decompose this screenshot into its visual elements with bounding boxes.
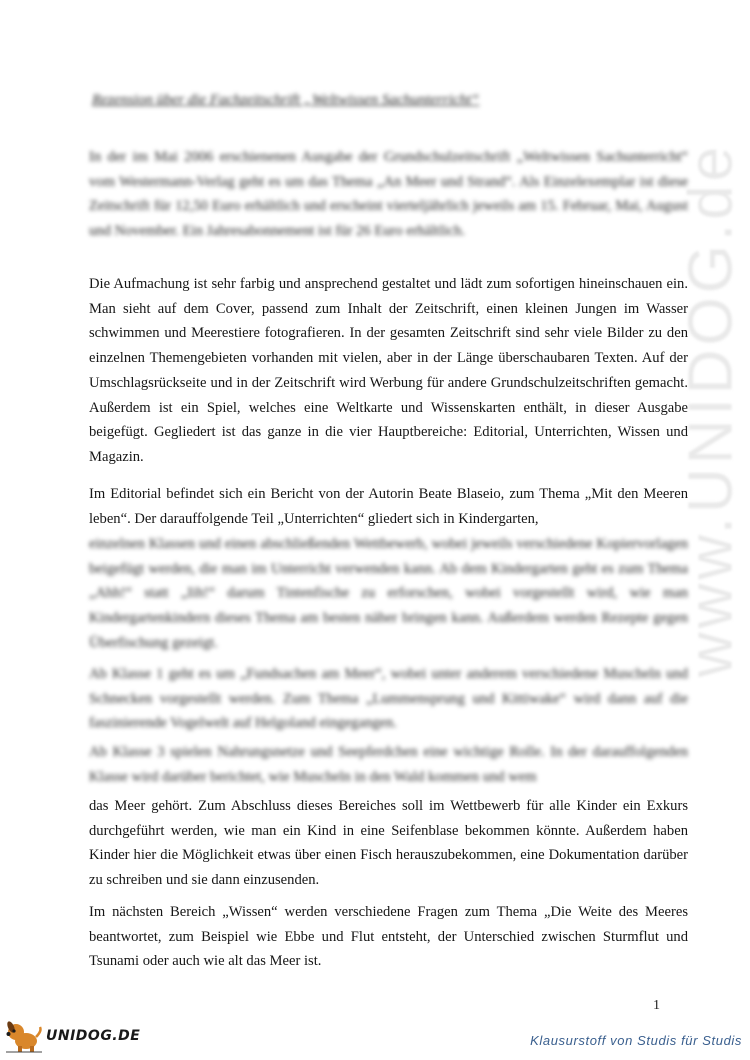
paragraph-kindergarten: einzelnen Klassen und einen abschließenden Wettbewerb, wobei jeweils verschiedene Kopiervorlagen beigefügt werden, die man im Unterricht verwenden kann. Ab dem Kindergarten geht es zum Thema „Ahh!“ statt „Iih!“ darum Tintenfische zu erforschen, wobei vorgestellt wird, wie man Kindergartenkindern dieses Thema am besten näher bringen kann. Außerdem werden Rezepte gegen Überfischung gezeigt. bbox=[89, 536, 688, 651]
document-title: Rezension über die Fachzeitschrift „Weltwissen Sachunterricht“ bbox=[92, 92, 480, 108]
paragraph-wettbewerb: das Meer gehört. Zum Abschluss dieses Bereiches soll im Wettbewerb für alle Kinder ein Exkurs durchgeführt werden, wie man ein Kind in eine Seifenblase bekommen könnte. Außerdem haben Kinder hier die Möglichkeit etwas über einen Fisch herauszubekommen, eine Dokumentation darüber zu schreiben und sie dann einzusenden. bbox=[89, 798, 688, 889]
paragraph-editorial: Im Editorial befindet sich ein Bericht von der Autorin Beate Blaseio, zum Thema „Mit den Meeren leben“. Der darauffolgende Teil „Unterrichten“ gliedert sich in Kindergarten, bbox=[89, 486, 688, 527]
dog-icon bbox=[4, 1019, 44, 1053]
paragraph-layout: Die Aufmachung ist sehr farbig und ansprechend gestaltet und lädt zum sofortigen hineinschauen ein. Man sieht auf dem Cover, passend zum Inhalt der Zeitschrift, einen kleinen Jungen im Wasser schwimmen und Meerestiere fotografieren. In der gesamten Zeitschrift sind sehr viele Bilder zu den einzelnen Themengebieten vorhanden mit vielen, aber in der Länge überschaubaren Texten. Auf der Umschlagsrückseite und in der Zeitschrift wird Werbung für andere Grundschulzeitschriften gemacht. Außerdem ist ein Spiel, welches eine Weltkarte und Wissenskarten enthält, in dieser Ausgabe beigefügt. Gegliedert ist das ganze in die vier Hauptbereiche: Editorial, Unterrichten, Wissen und Magazin. bbox=[89, 276, 688, 465]
unidog-logo bbox=[4, 1018, 164, 1054]
page-number: 1 bbox=[653, 998, 660, 1013]
paragraph-klasse-3: Ab Klasse 3 spielen Nahrungsnetze und Seepferdchen eine wichtige Rolle. In der darauffolgenden Klasse wird darüber berichtet, wie Muscheln in den Wald kommen und wem bbox=[89, 744, 688, 785]
footer-tagline: Klausurstoff von Studis für Studis bbox=[530, 1033, 742, 1048]
paragraph-intro: In der im Mai 2006 erschienenen Ausgabe der Grundschulzeitschrift „Weltwissen Sachunterricht“ vom Westermann-Verlag geht es um das Thema „An Meer und Strand“. Als Einzelexemplar ist diese Zeitschrift für 12,50 Euro erhältlich und erscheint vierteljährlich jeweils am 15. Februar, Mai, August und November. Ein Jahresabonnement ist für 26 Euro erhältlich. bbox=[89, 149, 688, 240]
logo-text: UNIDOG.DE bbox=[46, 1028, 141, 1044]
paragraph-klasse-1: Ab Klasse 1 geht es um „Fundsachen am Meer“, wobei unter anderem verschiedene Muscheln und Schnecken vorgestellt werden. Zum Thema „Lummensprung und Kittiwake“ wird dann auf die faszinierende Vogelwelt auf Helgoland eingegangen. bbox=[89, 666, 688, 732]
watermark-text: www.UNIDOG.de bbox=[676, 142, 746, 678]
paragraph-wissen: Im nächsten Bereich „Wissen“ werden verschiedene Fragen zum Thema „Die Weite des Meeres beantwortet, zum Beispiel wie Ebbe und Flut entsteht, der Unterschied zwischen Sturmflut und Tsunami oder auch wie alt das Meer ist. bbox=[89, 904, 688, 970]
